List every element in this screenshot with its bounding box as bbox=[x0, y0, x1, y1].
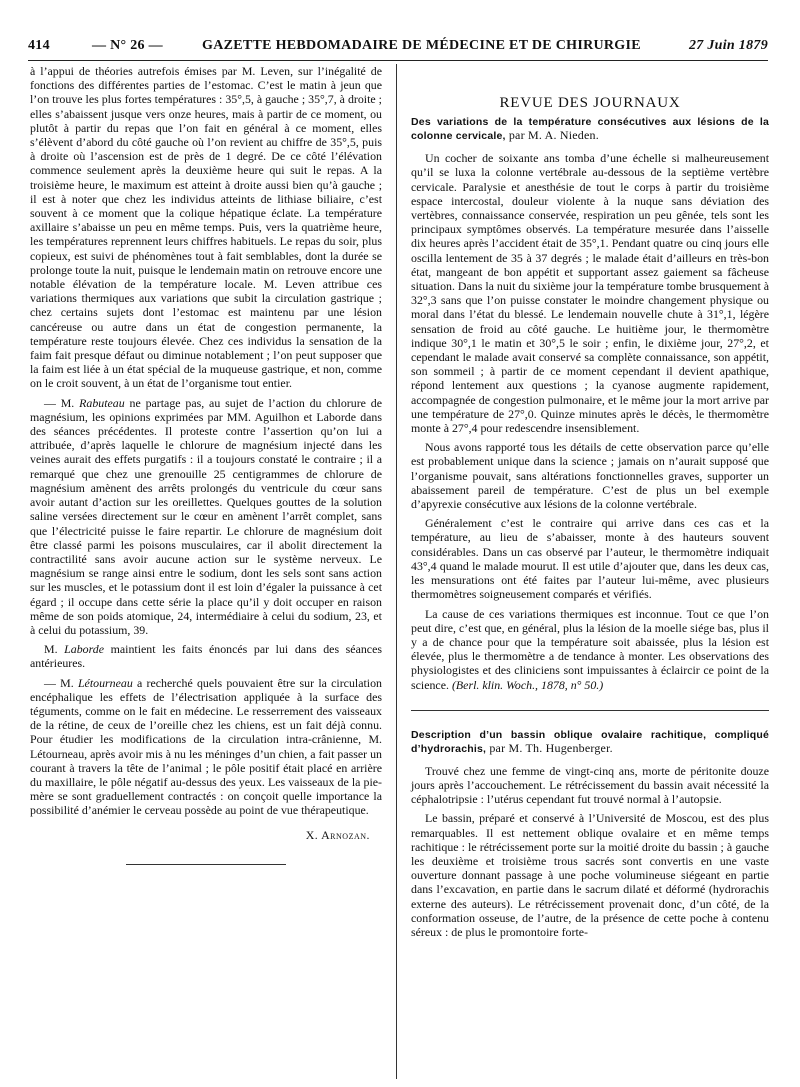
author-name-laborde: Laborde bbox=[64, 642, 105, 657]
page-number: 414 bbox=[28, 38, 50, 53]
issue-number: — N° 26 — bbox=[92, 38, 163, 53]
author-name-letourneau: Létourneau bbox=[77, 675, 133, 690]
article-1-paragraph-1: Un cocher de soixante ans tomba d’une échelle si malheureusement qu’il se luxa la colonne vertébrale au-dessous de la septième vertèbre cervicale. Paralysie et anesthésie de tout le corps à partir du troisième espace intercostal, douleur violente à la nuque sans déviation des vertèbres, connaissance conservée, respiration un peu gênée, tels sont les principaux symptômes observés. La température mesurée dans l’aisselle dix heures après l’accident était de 35°,1. Pendant quatre ou cinq jours elle oscilla lentement de 35 à 37 degrés ; le malade était d’ailleurs en très-bon état, mangeant de bon appétit et supportant assez gaiement sa fâcheuse situation. Dans la nuit du sixième jour la température tombe brusquement à 32°,3 sans que l’on puisse constater le moindre changement physique ou moral dans l’état du blessé. Le lendemain nouvelle chute à 31°,1, légère sensation de froid au côté gauche. Le huitième jour, le thermomètre indique 30°,1 le matin et 30°,5 le soir ; enfin, le dixième jour, 27°,2, et cependant le malade avait conservé sa complète connaissance, son appétit, son sommeil ; à partir de ce moment cependant il devient apathique, répond lentement aux questions ; la cyanose augmente rapidement, accompagnée de congestion pulmonaire, et le même jour la mort arrive par une température de 27°,0. Quinze minutes après le décès, le thermomètre monte à 27°,4 pour redescendre insensiblement. bbox=[411, 151, 769, 436]
left-paragraph-2 bbox=[30, 396, 382, 637]
article-1-paragraph-4 bbox=[411, 607, 769, 692]
article-1-title bbox=[411, 116, 769, 143]
page-header bbox=[28, 38, 768, 58]
header-rule bbox=[28, 60, 768, 61]
author-name-rabuteau: Rabuteau bbox=[79, 395, 125, 410]
article-2-author: par M. Th. Hugenberger. bbox=[486, 740, 613, 755]
paragraph-text: a recherché quels pouvaient être sur la circulation encéphalique les effets de l’électrisation appliquée à la surface des téguments, comme on le fait en médecine. Le resserrement des vaisseaux de la rétine, de ceux de l’oreille chez les chiens, est un fait déjà connu. Pour étudier les modifications de la circulation intra-crânienne, M. Létourneau, après avoir mis à nu les méninges d’un chien, a fait passer un courant à travers la tête de l’animal ; le pôle positif était placé en arrière du maxillaire, le pôle négatif au-dessus des yeux. Les vaisseaux de la pie-mère se sont graduellement contractés : on conçoit quelle importance la possibilité d’anémier le cerveau possède au point de vue thérapeutique. bbox=[30, 675, 382, 818]
citation-reference: (Berl. klin. Woch., 1878, n° 50.) bbox=[448, 677, 604, 692]
paragraph-text: ne partage pas, au sujet de l’action du chlorure de magnésium, les opinions exprimées par MM. Aguilhon et Laborde dans des séances précédentes. Il proteste contre l’assertion qu’on lui a attribuée, d’après laquelle le chlorure de magnésium injecté dans les veines aurait des effets purgatifs : il a toujours constaté le contraire ; il a remarqué que chez une grenouille 25 centigrammes de chlorure de magnésium amènent des arrêts prolongés du ventricule du cœur sans avoir autant d’action sur les oreillettes. Quelques gouttes de la solution saline versées directement sur le cœur en amènent l’arrêt complet, sans que l’électricité puisse le faire repartir. Le chlorure de magnésium doit être classé parmi les poisons musculaires, car il abolit directement la contractilité sans avoir aucune action sur le système nerveux. Le magnésium se range ainsi entre le sodium, dont les sels sont sans action sur les muscles, et le potassium dont il est loin d’égaler la puissance à cet égard ; il occupe dans cette série la place qu’il y doit occuper en raison même de son poids atomique, 24, intermédiaire à celui du sodium, 23, et à celui du potassium, 39. bbox=[30, 395, 382, 637]
paragraph-lead: — M. bbox=[44, 675, 78, 690]
left-paragraph-3 bbox=[30, 642, 382, 670]
article-1-paragraph-3: Généralement c’est le contraire qui arrive dans ces cas et la température, au lieu de s’abaisser, monte à des hauteurs souvent considérables. Dans un cas observé par l’auteur, le thermomètre indiquait 43°,4 quand le malade mourut. Il est utile d’ajouter que, dans les deux cas, les mensurations ont été faites par l’auteur lui-même, avec plusieurs thermomètres soigneusement comparés et vérifiés. bbox=[411, 516, 769, 602]
signature: X. Arnozan. bbox=[305, 827, 370, 842]
paragraph-lead: M. bbox=[44, 642, 65, 657]
left-paragraph-1: à l’appui de théories autrefois émises par M. Leven, sur l’inégalité de fonctions des différentes parties de l’estomac. C’est le matin à jeun que l’on trouve les plus fortes températures : 35°,5, à gauche ; 35°,7, à droite ; elles s’abaissent jusque vers onze heures, mais à partir de ce moment, ou plutôt à partir du repas que l’on fait en général à ce moment, elles s’élèvent d’abord du côté gauche où l’on revient au chiffre de 35°,5, puis à droite où l’ascension est de près de 1 degré. De ce côté l’élévation commence seulement après la deuxième heure qui suit le repas. A la troisième heure, le maximum est atteint à droite aussi bien qu’à gauche ; il est à noter que chez les individus atteints de lithiase biliaire, c’est souvent à ce moment que la colique hépatique éclate. La température axillaire s’abaisse un peu en même temps. Puis, vers la quatrième heure, les températures reprennent leurs chiffres habituels. Le repas du soir, plus copieux, est suivi de phénomènes tout à fait semblables, dont la durée se prolonge toute la nuit, puisque le lendemain matin on retrouve encore une notable élévation de la température locale. M. Leven attribue ces variations thermiques aux variations que subit la circulation gastrique ; chez certains sujets dont l’estomac est maintenu par une lésion cancéreuse ou autre dans un état de congestion permanente, la température reste toujours élevée. Chez ces individus la sensation de la faim fait presque défaut ou diminue notablement ; l’on peut supposer que la faim est liée à un état spécial de la muqueuse gastrique, et non, comme on le croit souvent, à un état de l’organisme tout entier. bbox=[30, 64, 382, 391]
article-2-paragraph-1: Trouvé chez une femme de vingt-cinq ans, morte de péritonite douze jours après l’accouchement. Le rétrécissement du bassin avait nécessité la céphalotripsie : l’utérus cependant fut trouvé normal à l’autopsie. bbox=[411, 763, 769, 807]
end-rule bbox=[126, 864, 286, 865]
article-2-title bbox=[411, 729, 769, 756]
article-separator bbox=[411, 710, 769, 711]
paragraph-text: maintient les faits énoncés par lui dans des séances antérieures. bbox=[30, 642, 382, 671]
article-1-author: par M. A. Nieden. bbox=[505, 128, 599, 143]
article-2-title-text: Description d’un bassin oblique ovalaire rachitique, compliqué d’hydrorachis, bbox=[411, 728, 769, 755]
paragraph-lead: — M. bbox=[44, 395, 80, 410]
article-1-paragraph-2: Nous avons rapporté tous les détails de cette observation parce qu’elle est probablement unique dans la science ; jamais on n’aurait supposé que l’organisme pouvait, sans altérations fonctionnelles graves, supporter un abaissement pareil de température. C’est de plus un bel exemple d’apyrexie consécutive aux lésions de la colonne vertébrale. bbox=[411, 440, 769, 512]
right-column bbox=[411, 96, 769, 944]
paragraph-text: La cause de ces variations thermiques est inconnue. Tout ce que l’on peut dire, c’est que, en général, plus la lésion de la moelle siége bas, plus il y a de chance pour que la température soit abaissée, plus la lésion est élevée, plus le thermomètre a de tendance à monter. Les observations des physiologistes et des cliniciens sont impuissantes à éclaircir ce point de la science. bbox=[411, 606, 769, 692]
article-1-title-text: Des variations de la température consécutives aux lésions de la colonne cervicale, bbox=[411, 116, 769, 143]
left-column bbox=[30, 64, 382, 865]
column-divider bbox=[396, 64, 397, 1079]
article-2-paragraph-2: Le bassin, préparé et conservé à l’Université de Moscou, est des plus remarquables. Il est nettement oblique ovalaire et en même temps rachitique : le rétrécissement porte sur la moitié droite du bassin ; à gauche les deuxième et troisième trous sacrés sont convertis en une vaste ouverture donnant passage à une poche volumineuse siégeant en partie dans l’excavation, en partie dans le sacrum dilaté et déformé (hydrorachis externe des auteurs). Le rétrécissement provenait donc, d’un côté, de la conformation osseuse, de l’autre, de la présence de cette poche à contenu séreux : de plus le promontoire forte- bbox=[411, 811, 769, 939]
left-paragraph-4 bbox=[30, 676, 382, 818]
journal-title: GAZETTE HEBDOMADAIRE DE MÉDECINE ET DE CHIRURGIE bbox=[202, 38, 641, 53]
section-title: REVUE DES JOURNAUX bbox=[499, 95, 681, 111]
issue-date: 27 Juin 1879 bbox=[688, 38, 768, 53]
